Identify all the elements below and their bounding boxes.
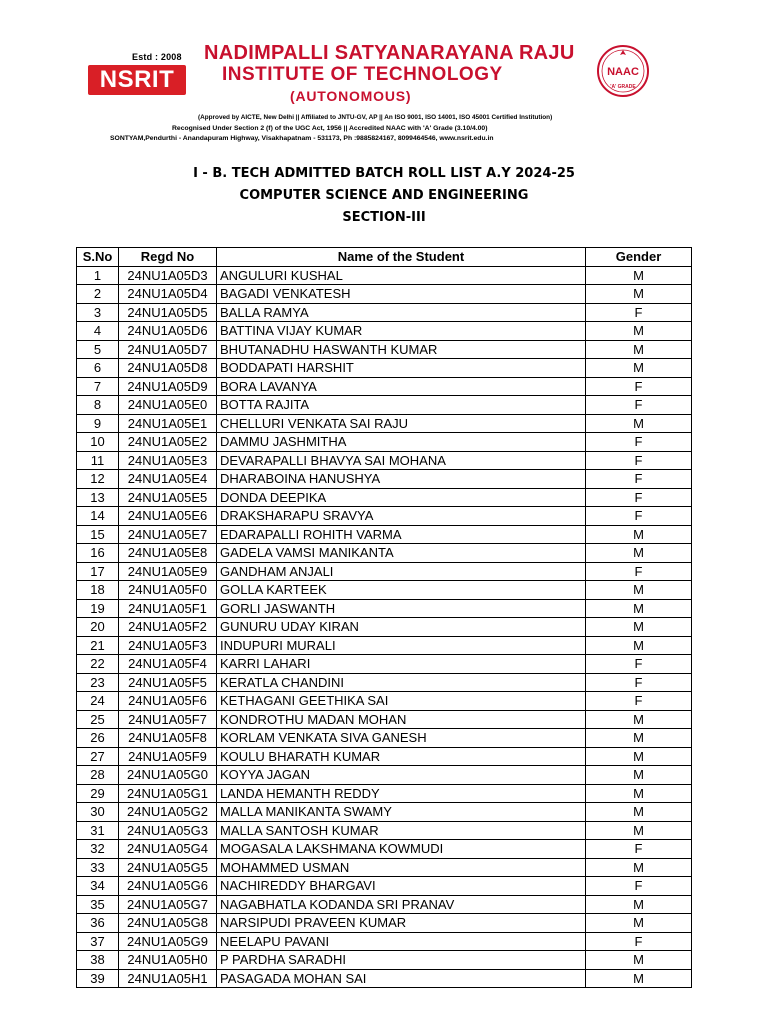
row-regd-no: 24NU1A05E1	[119, 414, 217, 433]
row-student-name: MOGASALA LAKSHMANA KOWMUDI	[217, 840, 586, 859]
row-student-name: KOULU BHARATH KUMAR	[217, 747, 586, 766]
row-regd-no: 24NU1A05G4	[119, 840, 217, 859]
header-sno: S.No	[77, 248, 119, 267]
row-sno: 39	[77, 969, 119, 988]
row-gender: F	[586, 396, 692, 415]
row-student-name: INDUPURI MURALI	[217, 636, 586, 655]
row-gender: F	[586, 303, 692, 322]
row-sno: 24	[77, 692, 119, 711]
row-gender: M	[586, 266, 692, 285]
row-sno: 13	[77, 488, 119, 507]
row-student-name: BHUTANADHU HASWANTH KUMAR	[217, 340, 586, 359]
row-sno: 1	[77, 266, 119, 285]
row-student-name: DAMMU JASHMITHA	[217, 433, 586, 452]
row-regd-no: 24NU1A05G2	[119, 803, 217, 822]
row-sno: 21	[77, 636, 119, 655]
row-regd-no: 24NU1A05H0	[119, 951, 217, 970]
row-regd-no: 24NU1A05F9	[119, 747, 217, 766]
estd-label: Estd : 2008	[132, 52, 182, 62]
header-gender: Gender	[586, 248, 692, 267]
row-gender: M	[586, 895, 692, 914]
address-line: SONTYAM,Pendurthi - Anandapuram Highway, Visakhapatnam - 531173, Ph :9885824167, 8099464546, www.nsrit.edu.in	[110, 135, 494, 142]
row-regd-no: 24NU1A05G3	[119, 821, 217, 840]
row-sno: 2	[77, 285, 119, 304]
row-student-name: BAGADI VENKATESH	[217, 285, 586, 304]
table-row	[77, 507, 692, 526]
naac-seal-icon	[594, 44, 652, 98]
table-row	[77, 285, 692, 304]
row-sno: 10	[77, 433, 119, 452]
row-gender: F	[586, 655, 692, 674]
row-sno: 32	[77, 840, 119, 859]
row-gender: M	[586, 821, 692, 840]
row-student-name: KONDROTHU MADAN MOHAN	[217, 710, 586, 729]
row-sno: 28	[77, 766, 119, 785]
header-regd-no: Regd No	[119, 248, 217, 267]
row-gender: M	[586, 747, 692, 766]
row-sno: 27	[77, 747, 119, 766]
row-student-name: DHARABOINA HANUSHYA	[217, 470, 586, 489]
row-gender: F	[586, 673, 692, 692]
table-row	[77, 969, 692, 988]
row-sno: 20	[77, 618, 119, 637]
row-gender: M	[586, 359, 692, 378]
row-gender: M	[586, 914, 692, 933]
table-row	[77, 895, 692, 914]
row-student-name: KETHAGANI GEETHIKA SAI	[217, 692, 586, 711]
row-student-name: BATTINA VIJAY KUMAR	[217, 322, 586, 341]
row-regd-no: 24NU1A05D8	[119, 359, 217, 378]
row-student-name: EDARAPALLI ROHITH VARMA	[217, 525, 586, 544]
table-row	[77, 692, 692, 711]
row-regd-no: 24NU1A05G7	[119, 895, 217, 914]
row-sno: 17	[77, 562, 119, 581]
nsrit-logo-text: NSRIT	[88, 65, 186, 95]
table-row	[77, 599, 692, 618]
row-regd-no: 24NU1A05G5	[119, 858, 217, 877]
row-regd-no: 24NU1A05D7	[119, 340, 217, 359]
letterhead	[80, 38, 680, 148]
row-regd-no: 24NU1A05D3	[119, 266, 217, 285]
row-regd-no: 24NU1A05E2	[119, 433, 217, 452]
table-row	[77, 377, 692, 396]
row-regd-no: 24NU1A05G0	[119, 766, 217, 785]
row-student-name: BORA LAVANYA	[217, 377, 586, 396]
table-row	[77, 618, 692, 637]
row-student-name: NARSIPUDI PRAVEEN KUMAR	[217, 914, 586, 933]
row-student-name: MOHAMMED USMAN	[217, 858, 586, 877]
row-student-name: BOTTA RAJITA	[217, 396, 586, 415]
row-sno: 29	[77, 784, 119, 803]
row-sno: 23	[77, 673, 119, 692]
row-regd-no: 24NU1A05F2	[119, 618, 217, 637]
row-regd-no: 24NU1A05F0	[119, 581, 217, 600]
row-regd-no: 24NU1A05G1	[119, 784, 217, 803]
table-row	[77, 581, 692, 600]
row-gender: F	[586, 840, 692, 859]
row-sno: 15	[77, 525, 119, 544]
header-student-name: Name of the Student	[217, 248, 586, 267]
row-gender: M	[586, 340, 692, 359]
row-gender: M	[586, 618, 692, 637]
row-regd-no: 24NU1A05F4	[119, 655, 217, 674]
row-sno: 3	[77, 303, 119, 322]
table-row	[77, 562, 692, 581]
table-row	[77, 914, 692, 933]
row-sno: 4	[77, 322, 119, 341]
row-sno: 31	[77, 821, 119, 840]
table-row	[77, 766, 692, 785]
table-row	[77, 840, 692, 859]
row-student-name: P PARDHA SARADHI	[217, 951, 586, 970]
row-sno: 9	[77, 414, 119, 433]
row-student-name: BALLA RAMYA	[217, 303, 586, 322]
row-sno: 33	[77, 858, 119, 877]
institute-name-line1: NADIMPALLI SATYANARAYANA RAJU	[204, 42, 575, 64]
row-sno: 11	[77, 451, 119, 470]
row-student-name: MALLA MANIKANTA SWAMY	[217, 803, 586, 822]
table-row	[77, 877, 692, 896]
row-regd-no: 24NU1A05E6	[119, 507, 217, 526]
table-row	[77, 396, 692, 415]
table-header-row	[77, 248, 692, 267]
row-regd-no: 24NU1A05E4	[119, 470, 217, 489]
row-sno: 12	[77, 470, 119, 489]
svg-text:NAAC: NAAC	[607, 66, 639, 78]
row-gender: M	[586, 285, 692, 304]
row-regd-no: 24NU1A05E0	[119, 396, 217, 415]
row-sno: 5	[77, 340, 119, 359]
row-student-name: LANDA HEMANTH REDDY	[217, 784, 586, 803]
row-gender: M	[586, 636, 692, 655]
table-row	[77, 525, 692, 544]
row-student-name: PASAGADA MOHAN SAI	[217, 969, 586, 988]
nsrit-logo	[88, 52, 186, 100]
row-student-name: MALLA SANTOSH KUMAR	[217, 821, 586, 840]
row-regd-no: 24NU1A05H1	[119, 969, 217, 988]
row-sno: 19	[77, 599, 119, 618]
row-regd-no: 24NU1A05F5	[119, 673, 217, 692]
table-row	[77, 470, 692, 489]
table-row	[77, 784, 692, 803]
row-gender: F	[586, 507, 692, 526]
roll-list-table	[76, 247, 692, 988]
row-student-name: ANGULURI KUSHAL	[217, 266, 586, 285]
row-student-name: DRAKSHARAPU SRAVYA	[217, 507, 586, 526]
row-gender: F	[586, 562, 692, 581]
row-regd-no: 24NU1A05E8	[119, 544, 217, 563]
row-student-name: NACHIREDDY BHARGAVI	[217, 877, 586, 896]
row-regd-no: 24NU1A05F7	[119, 710, 217, 729]
approval-line: (Approved by AICTE, New Delhi || Affiliated to JNTU-GV, AP || An ISO 9001, ISO 14001, ISO 45001 Certified Institution)	[198, 114, 553, 121]
table-row	[77, 433, 692, 452]
row-regd-no: 24NU1A05E9	[119, 562, 217, 581]
row-sno: 22	[77, 655, 119, 674]
table-row	[77, 747, 692, 766]
row-sno: 25	[77, 710, 119, 729]
recognition-line: Recognised Under Section 2 (f) of the UGC Act, 1956 || Accredited NAAC with 'A' Grade (3.10/4.00)	[172, 125, 488, 132]
svg-text:'A' GRADE: 'A' GRADE	[610, 84, 636, 90]
row-regd-no: 24NU1A05F8	[119, 729, 217, 748]
row-student-name: DEVARAPALLI BHAVYA SAI MOHANA	[217, 451, 586, 470]
row-student-name: KOYYA JAGAN	[217, 766, 586, 785]
row-regd-no: 24NU1A05G8	[119, 914, 217, 933]
row-student-name: GADELA VAMSI MANIKANTA	[217, 544, 586, 563]
table-row	[77, 673, 692, 692]
row-sno: 7	[77, 377, 119, 396]
row-student-name: GUNURU UDAY KIRAN	[217, 618, 586, 637]
table-row	[77, 655, 692, 674]
row-sno: 8	[77, 396, 119, 415]
table-row	[77, 803, 692, 822]
autonomous-label: (AUTONOMOUS)	[290, 88, 412, 104]
row-regd-no: 24NU1A05G9	[119, 932, 217, 951]
row-gender: F	[586, 377, 692, 396]
table-row	[77, 636, 692, 655]
table-row	[77, 710, 692, 729]
row-regd-no: 24NU1A05F1	[119, 599, 217, 618]
row-sno: 6	[77, 359, 119, 378]
row-student-name: GORLI JASWANTH	[217, 599, 586, 618]
row-gender: F	[586, 451, 692, 470]
row-regd-no: 24NU1A05E3	[119, 451, 217, 470]
table-row	[77, 414, 692, 433]
row-sno: 30	[77, 803, 119, 822]
row-gender: F	[586, 433, 692, 452]
section-title: SECTION-III	[342, 210, 426, 225]
row-gender: M	[586, 951, 692, 970]
table-body	[77, 266, 692, 988]
table-row	[77, 951, 692, 970]
row-gender: M	[586, 322, 692, 341]
row-regd-no: 24NU1A05F6	[119, 692, 217, 711]
row-student-name: BODDAPATI HARSHIT	[217, 359, 586, 378]
row-regd-no: 24NU1A05G6	[119, 877, 217, 896]
row-sno: 18	[77, 581, 119, 600]
row-gender: M	[586, 969, 692, 988]
row-gender: F	[586, 488, 692, 507]
row-sno: 26	[77, 729, 119, 748]
row-gender: F	[586, 877, 692, 896]
row-gender: M	[586, 766, 692, 785]
row-student-name: NEELAPU PAVANI	[217, 932, 586, 951]
row-regd-no: 24NU1A05F3	[119, 636, 217, 655]
row-gender: M	[586, 414, 692, 433]
row-regd-no: 24NU1A05D4	[119, 285, 217, 304]
row-gender: M	[586, 710, 692, 729]
table-row	[77, 451, 692, 470]
row-sno: 16	[77, 544, 119, 563]
row-gender: M	[586, 525, 692, 544]
table-row	[77, 322, 692, 341]
row-regd-no: 24NU1A05E5	[119, 488, 217, 507]
row-sno: 37	[77, 932, 119, 951]
row-student-name: GANDHAM ANJALI	[217, 562, 586, 581]
row-gender: M	[586, 729, 692, 748]
document-title: I - B. TECH ADMITTED BATCH ROLL LIST A.Y 2024-25	[193, 166, 575, 181]
table-row	[77, 488, 692, 507]
row-gender: F	[586, 932, 692, 951]
row-gender: M	[586, 599, 692, 618]
row-gender: M	[586, 803, 692, 822]
table-row	[77, 359, 692, 378]
row-student-name: KORLAM VENKATA SIVA GANESH	[217, 729, 586, 748]
table-row	[77, 266, 692, 285]
row-sno: 35	[77, 895, 119, 914]
table-row	[77, 729, 692, 748]
row-gender: F	[586, 692, 692, 711]
row-regd-no: 24NU1A05D9	[119, 377, 217, 396]
table-row	[77, 340, 692, 359]
table-row	[77, 932, 692, 951]
row-student-name: NAGABHATLA KODANDA SRI PRANAV	[217, 895, 586, 914]
row-regd-no: 24NU1A05D6	[119, 322, 217, 341]
department-title: COMPUTER SCIENCE AND ENGINEERING	[239, 188, 529, 203]
row-regd-no: 24NU1A05D5	[119, 303, 217, 322]
row-gender: F	[586, 470, 692, 489]
row-gender: M	[586, 544, 692, 563]
institute-name-line2: INSTITUTE OF TECHNOLOGY	[222, 64, 503, 85]
table-row	[77, 858, 692, 877]
row-student-name: KARRI LAHARI	[217, 655, 586, 674]
row-student-name: DONDA DEEPIKA	[217, 488, 586, 507]
row-student-name: KERATLA CHANDINI	[217, 673, 586, 692]
row-sno: 36	[77, 914, 119, 933]
row-sno: 14	[77, 507, 119, 526]
row-gender: M	[586, 581, 692, 600]
table-row	[77, 821, 692, 840]
table-row	[77, 544, 692, 563]
row-student-name: GOLLA KARTEEK	[217, 581, 586, 600]
row-sno: 34	[77, 877, 119, 896]
table-row	[77, 303, 692, 322]
row-regd-no: 24NU1A05E7	[119, 525, 217, 544]
row-gender: M	[586, 784, 692, 803]
row-sno: 38	[77, 951, 119, 970]
row-gender: M	[586, 858, 692, 877]
row-student-name: CHELLURI VENKATA SAI RAJU	[217, 414, 586, 433]
